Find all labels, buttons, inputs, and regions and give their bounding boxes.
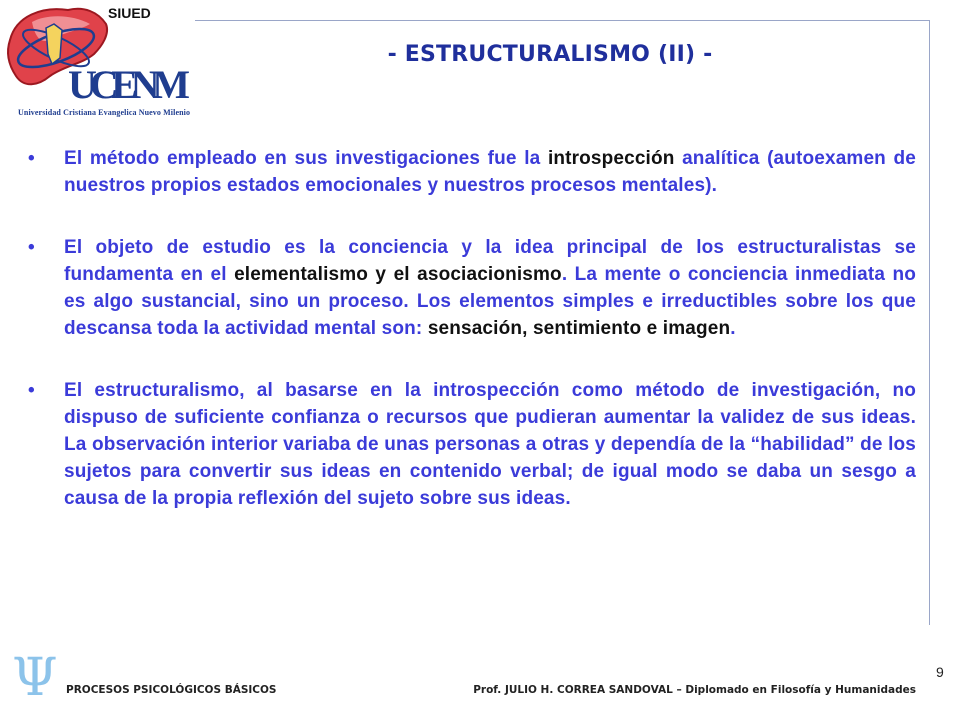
bullet-marker: • (28, 380, 35, 401)
bullet-text-segment: El método empleado en sus investigaciones fue la (64, 148, 548, 169)
footer-author: Prof. JULIO H. CORREA SANDOVAL – Diplomado en Filosofía y Humanidades (473, 684, 916, 696)
frame-right-line (929, 20, 930, 625)
page-number: 9 (936, 664, 944, 680)
slide-title: - ESTRUCTURALISMO (II) - (387, 42, 713, 67)
emphasis-term: introspección (547, 148, 675, 169)
bullet-text-segment: El objeto de estudio es la conciencia y la idea principal de los estructuralistas se fundamenta en el (64, 237, 916, 285)
bullet-text-segment: . (730, 318, 736, 339)
emphasis-term: elementalismo y el asociacionismo (234, 264, 562, 285)
bullet-text-segment: analítica (autoexamen de nuestros propios estados emocionales y nuestros procesos mentales). (64, 148, 916, 196)
emphasis-term: sensación, sentimiento e imagen (427, 318, 731, 339)
bullet-item (28, 234, 916, 342)
logo-top-text: SIUED (108, 5, 151, 21)
bullet-text (64, 234, 916, 342)
bullet-text (64, 377, 916, 512)
psi-icon: Ψ (12, 648, 58, 708)
slide-content (28, 145, 916, 547)
bullet-text-segment: . La mente o conciencia inmediata no es algo sustancial, sino un proceso. Los elementos simples e irreductibles sobre los que descansa toda la actividad mental son: (64, 264, 916, 339)
bullet-text-segment: El estructuralismo, al basarse en la introspección como método de investigación, no dispuso de suficiente confianza o recursos que pudieran aumentar la validez de sus ideas. La observación interior variaba de unas personas a otras y dependía de la “habilidad” de los sujetos para convertir sus ideas en contenido verbal; de igual modo se daba un sesgo a causa de la propia reflexión del sujeto sobre sus ideas. (64, 380, 916, 509)
frame-top-line (195, 20, 930, 21)
ucenm-logo (2, 2, 194, 120)
bullet-text (64, 145, 916, 199)
bullet-marker: • (28, 237, 35, 258)
bullet-marker: • (28, 148, 35, 169)
bullet-item (28, 145, 916, 199)
logo-main-text: UCENM (68, 62, 190, 107)
logo-subtitle: Universidad Cristiana Evangelica Nuevo Milenio (18, 108, 190, 117)
footer-course-name: PROCESOS PSICOLÓGICOS BÁSICOS (66, 684, 277, 696)
bullet-item (28, 377, 916, 512)
